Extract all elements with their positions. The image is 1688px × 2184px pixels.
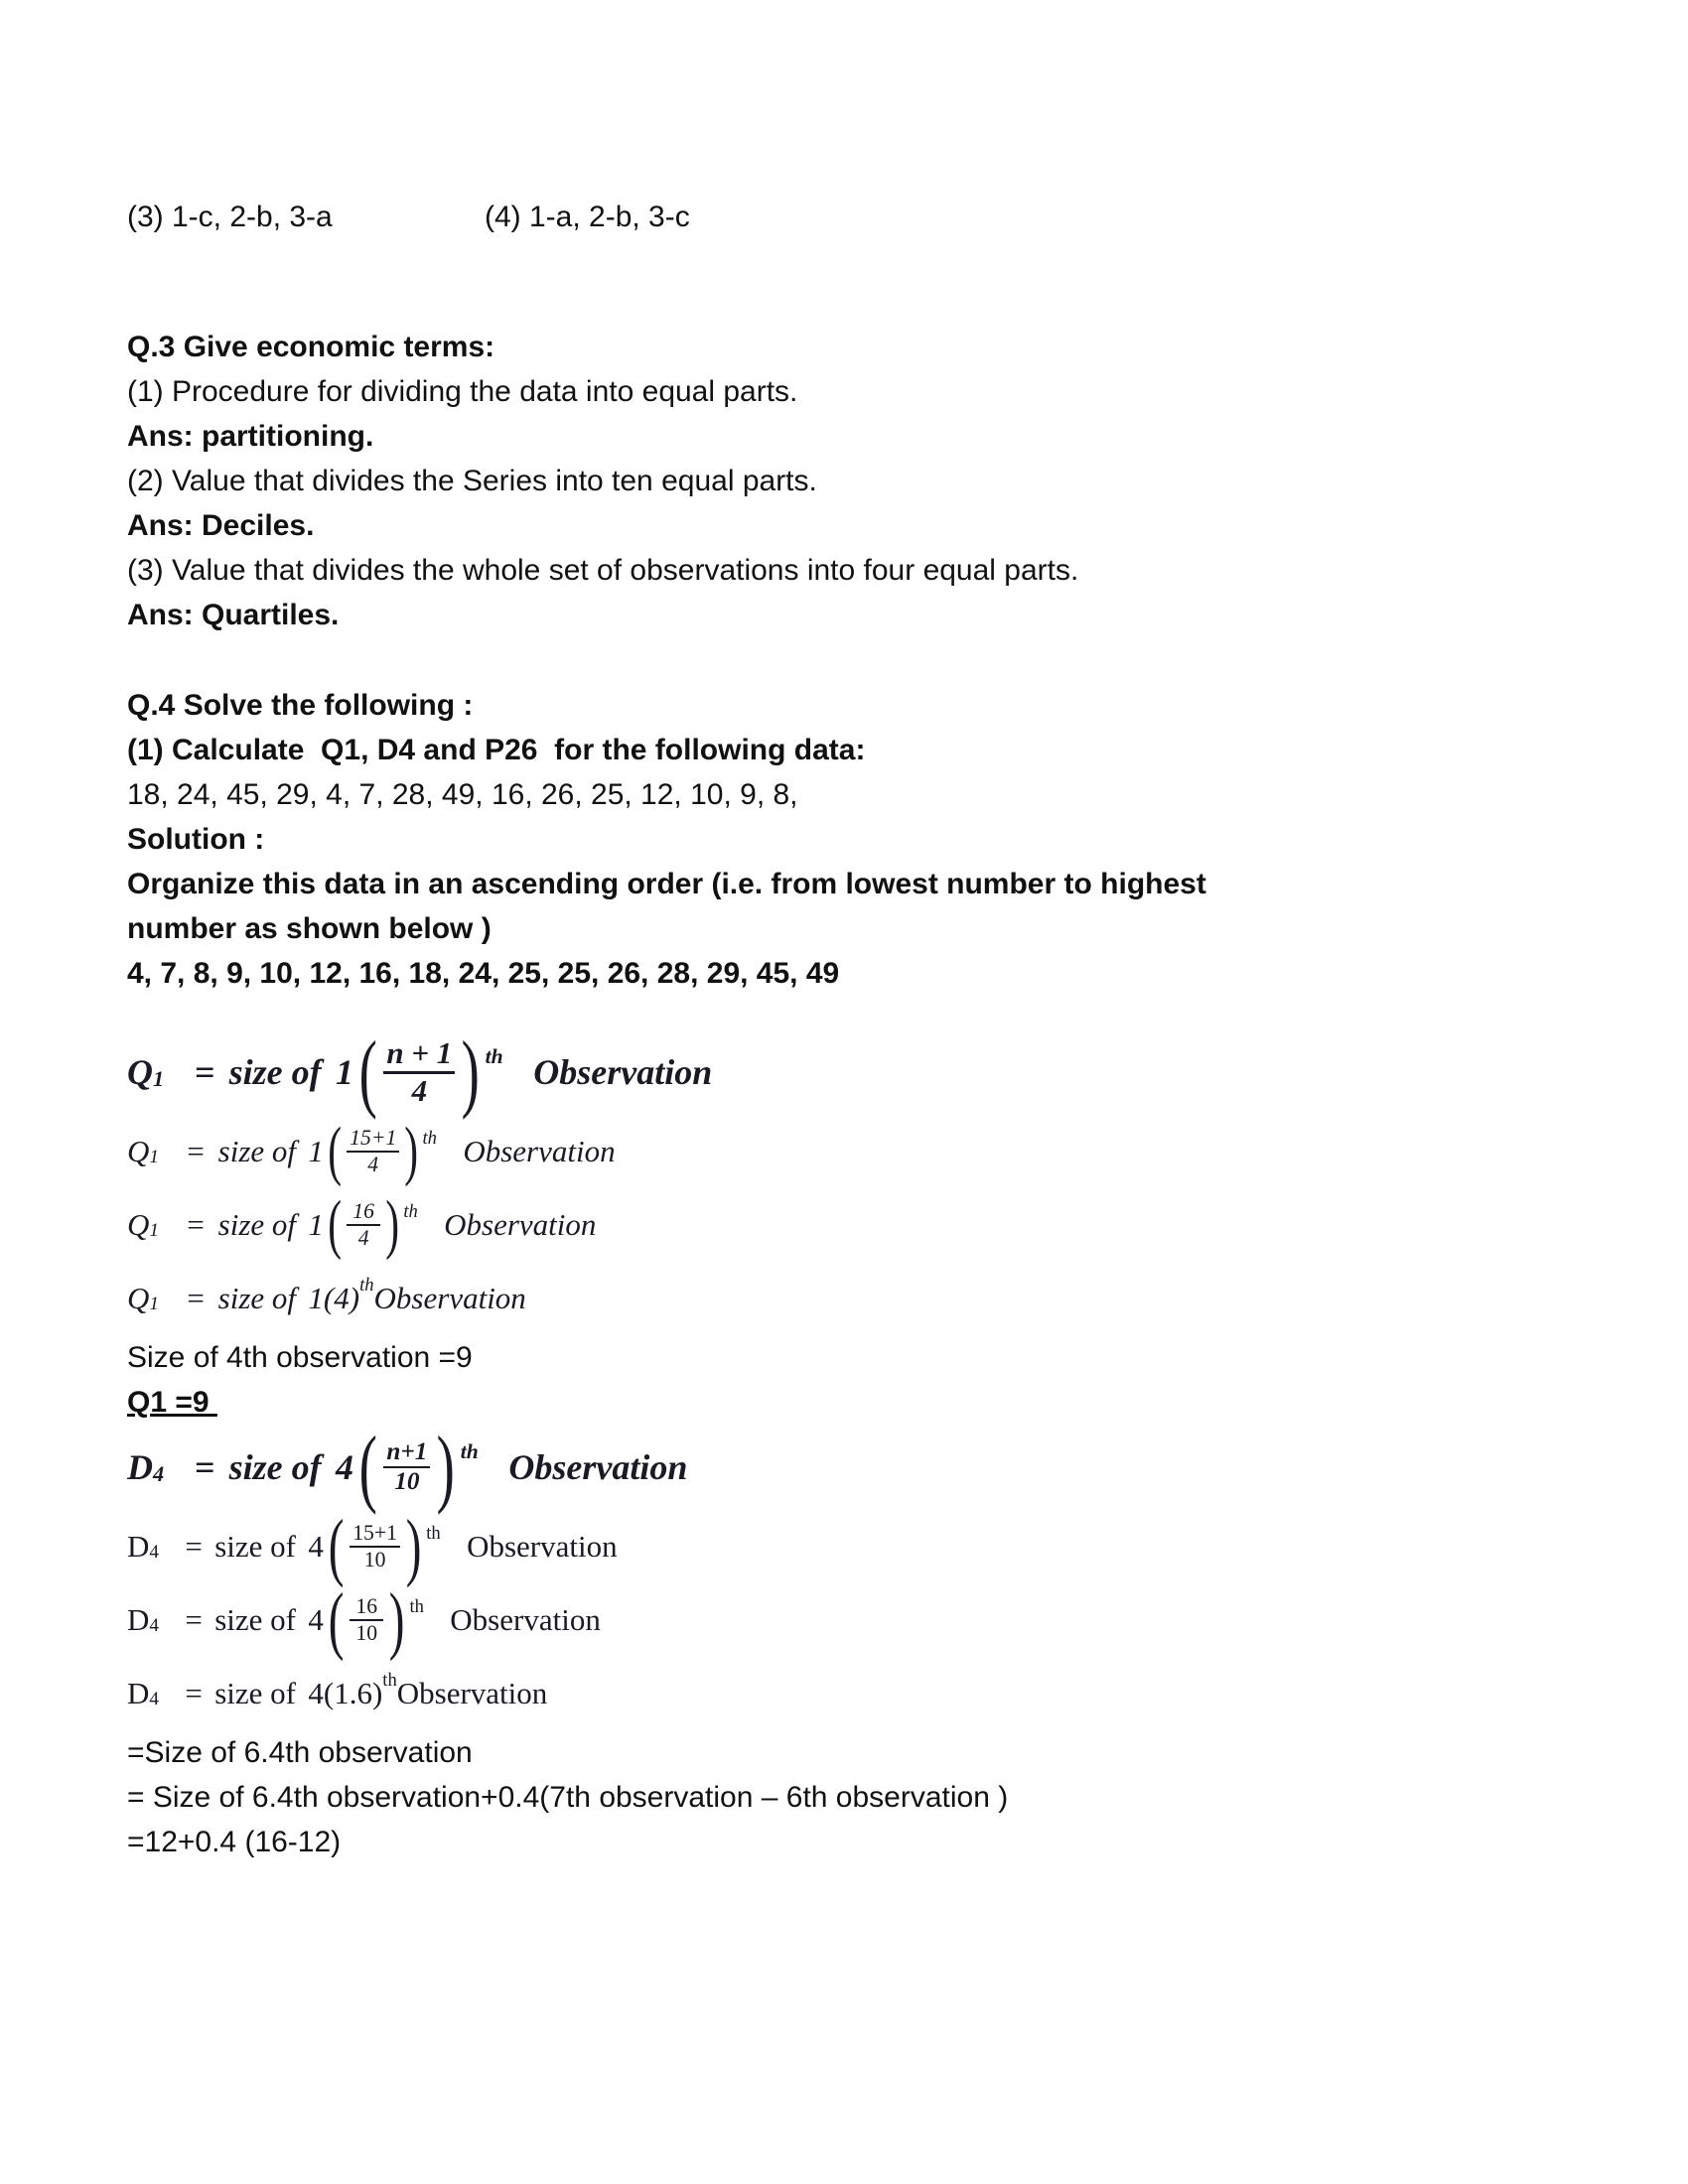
q1-inline-value-4: 1(4) (308, 1281, 360, 1315)
d4-fraction-group-1: ( $\frac{n+1}{10}$ ) (358, 1419, 456, 1516)
q3-heading: Q.3 Give economic terms: (127, 331, 495, 363)
d4-subscript-2: 4 (149, 1542, 159, 1564)
q1-fraction-numerator-3: 16 (352, 1199, 374, 1224)
q1-superscript-3: th (403, 1200, 418, 1222)
q1-fraction-group-2: ( $\frac{15+1}{4}$ ) (328, 1115, 419, 1187)
q1-fraction-denominator-3: 4 (357, 1226, 369, 1250)
d4-multiplier-3: 4 (308, 1602, 324, 1637)
d4-superscript-1: th (460, 1439, 479, 1464)
d4-fraction-denominator-3: 10 (355, 1621, 378, 1645)
q1-equals-4: = (185, 1281, 207, 1315)
q3-answer-1: Ans: partitioning. (127, 420, 374, 453)
q1-fraction-denominator-2: 4 (367, 1153, 379, 1176)
q4-sorted-data: 4, 7, 8, 9, 10, 12, 16, 18, 24, 25, 25, 26, 28, 29, 45, 49 (127, 957, 840, 990)
d4-fraction-denominator-1: 10 (394, 1468, 420, 1495)
d4-subscript-3: 4 (149, 1615, 159, 1637)
q1-fraction-group-3: ( $\frac{16}{4}$ ) (328, 1188, 400, 1261)
d4-result-line-3: =12+0.4 (16-12) (127, 1826, 342, 1858)
d4-sizeof-2: size of (214, 1529, 296, 1564)
d4-inline-value-4: 4(1.6) (308, 1676, 383, 1710)
spacer-before-q4 (127, 637, 1547, 683)
d4-result-line-2: = Size of 6.4th observation+0.4(7th observation – 6th observation ) (127, 1781, 1009, 1814)
spacer-before-formulas (127, 996, 1547, 1029)
q1-observation-3: Observation (444, 1207, 597, 1242)
q1-superscript-1: th (485, 1044, 503, 1069)
q4-sub-question: (1) Calculate Q1, D4 and P26 for the following data: (127, 734, 866, 766)
q1-equals-2: = (185, 1134, 207, 1168)
q1-sizeof-3: size of (217, 1207, 297, 1242)
q1-observation-4: Observation (373, 1281, 526, 1315)
d4-formula-step-1 (127, 1419, 1547, 1516)
q1-subscript-3: 1 (149, 1220, 159, 1242)
d4-fraction-group-3: ( $\frac{16}{10}$ ) (328, 1578, 405, 1662)
d4-fraction-numerator-1: n+1 (386, 1437, 428, 1465)
d4-equals-2: = (185, 1529, 203, 1564)
q1-subscript-4: 1 (149, 1294, 159, 1315)
q1-fraction-2 (346, 1127, 400, 1176)
q3-question-2: (2) Value that divides the Series into ten equal parts. (127, 465, 817, 497)
q1-sizeof-1: size of (228, 1052, 322, 1092)
q3-question-1: (1) Procedure for dividing the data into equal parts. (127, 375, 798, 408)
d4-subscript-1: 4 (153, 1461, 165, 1487)
d4-observation-2: Observation (467, 1529, 618, 1564)
spacer-before-q3 (127, 239, 1547, 325)
q1-fraction-group-1: ( $\frac{n + 1}{4}$ ) (358, 1024, 481, 1121)
q1-result: Q1 =9 (127, 1386, 217, 1419)
d4-subscript-4: 4 (149, 1689, 159, 1710)
q1-symbol-4: Q (127, 1281, 150, 1315)
q4-instruction-line-2: number as shown below ) (127, 912, 492, 945)
d4-multiplier-1: 4 (336, 1447, 354, 1487)
d4-equals-1: = (194, 1447, 215, 1487)
q1-fraction-numerator-1: n + 1 (386, 1035, 453, 1070)
d4-equals-3: = (185, 1602, 203, 1637)
d4-multiplier-2: 4 (308, 1529, 324, 1564)
q1-formula-step-1 (127, 1024, 1547, 1121)
q4-heading: Q.4 Solve the following : (127, 689, 474, 722)
q1-fraction-1 (382, 1037, 456, 1107)
d4-symbol-2: D (127, 1529, 150, 1564)
d4-fraction-numerator-3: 16 (355, 1594, 378, 1619)
q1-symbol-3: Q (127, 1207, 150, 1242)
q3-answer-3: Ans: Quartiles. (127, 599, 340, 631)
d4-fraction-3 (349, 1595, 384, 1645)
q1-formula-step-4 (127, 1262, 1547, 1335)
q1-superscript-2: th (422, 1127, 437, 1149)
d4-fraction-2 (349, 1522, 401, 1571)
d4-observation-1: Observation (508, 1447, 688, 1487)
d4-formula-step-3 (127, 1578, 1547, 1662)
q1-observation-1: Observation (533, 1052, 713, 1092)
d4-superscript-4: th (382, 1669, 397, 1691)
q1-sizeof-2: size of (217, 1134, 297, 1168)
d4-sizeof-4: size of (214, 1676, 296, 1710)
page-content (127, 0, 1547, 1864)
q3-answer-2: Ans: Deciles. (127, 509, 315, 542)
q1-size-line: Size of 4th observation =9 (127, 1341, 473, 1374)
q1-superscript-4: th (359, 1274, 374, 1296)
d4-fraction-group-2: ( $\frac{15+1}{10}$ ) (328, 1505, 422, 1588)
q4-instruction-line-1: Organize this data in an ascending order (i.e. from lowest number to highest (127, 868, 1206, 900)
d4-superscript-3: th (409, 1595, 424, 1617)
d4-formula-step-2 (127, 1505, 1547, 1588)
d4-sizeof-3: size of (214, 1602, 296, 1637)
q1-observation-2: Observation (463, 1134, 616, 1168)
d4-fraction-1 (382, 1439, 431, 1496)
mcq-option-4: (4) 1-a, 2-b, 3-c (485, 201, 690, 233)
q1-subscript-1: 1 (153, 1066, 165, 1092)
q1-symbol-1: Q (127, 1052, 153, 1092)
d4-observation-4: Observation (396, 1676, 548, 1710)
mcq-options-row (127, 0, 1547, 239)
d4-fraction-numerator-2: 15+1 (352, 1521, 397, 1546)
q1-equals-1: = (194, 1052, 215, 1092)
d4-formula-step-4 (127, 1657, 1547, 1730)
q1-multiplier-2: 1 (308, 1134, 324, 1168)
q1-fraction-denominator-1: 4 (411, 1072, 428, 1108)
q1-sizeof-4: size of (217, 1281, 297, 1315)
q1-symbol-2: Q (127, 1134, 150, 1168)
d4-symbol-4: D (127, 1676, 150, 1710)
d4-result-line-1: =Size of 6.4th observation (127, 1736, 473, 1769)
q3-question-3: (3) Value that divides the whole set of observations into four equal parts. (127, 554, 1079, 587)
d4-symbol-1: D (127, 1447, 153, 1487)
q4-raw-data: 18, 24, 45, 29, 4, 7, 28, 49, 16, 26, 25, 12, 10, 9, 8, (127, 778, 798, 811)
d4-superscript-2: th (426, 1522, 441, 1544)
d4-observation-3: Observation (450, 1602, 601, 1637)
q1-formula-step-3 (127, 1188, 1547, 1262)
q1-multiplier-1: 1 (336, 1052, 354, 1092)
q1-subscript-2: 1 (149, 1147, 159, 1168)
d4-equals-4: = (185, 1676, 203, 1710)
d4-symbol-3: D (127, 1602, 150, 1637)
q1-equals-3: = (185, 1207, 207, 1242)
q1-fraction-3 (346, 1200, 381, 1250)
q1-formula-step-2 (127, 1115, 1547, 1188)
d4-fraction-denominator-2: 10 (363, 1548, 386, 1571)
q4-solution-label: Solution : (127, 823, 265, 856)
d4-sizeof-1: size of (228, 1447, 322, 1487)
q1-fraction-numerator-2: 15+1 (350, 1126, 397, 1151)
mcq-option-3: (3) 1-c, 2-b, 3-a (127, 201, 333, 233)
q1-multiplier-3: 1 (308, 1207, 324, 1242)
